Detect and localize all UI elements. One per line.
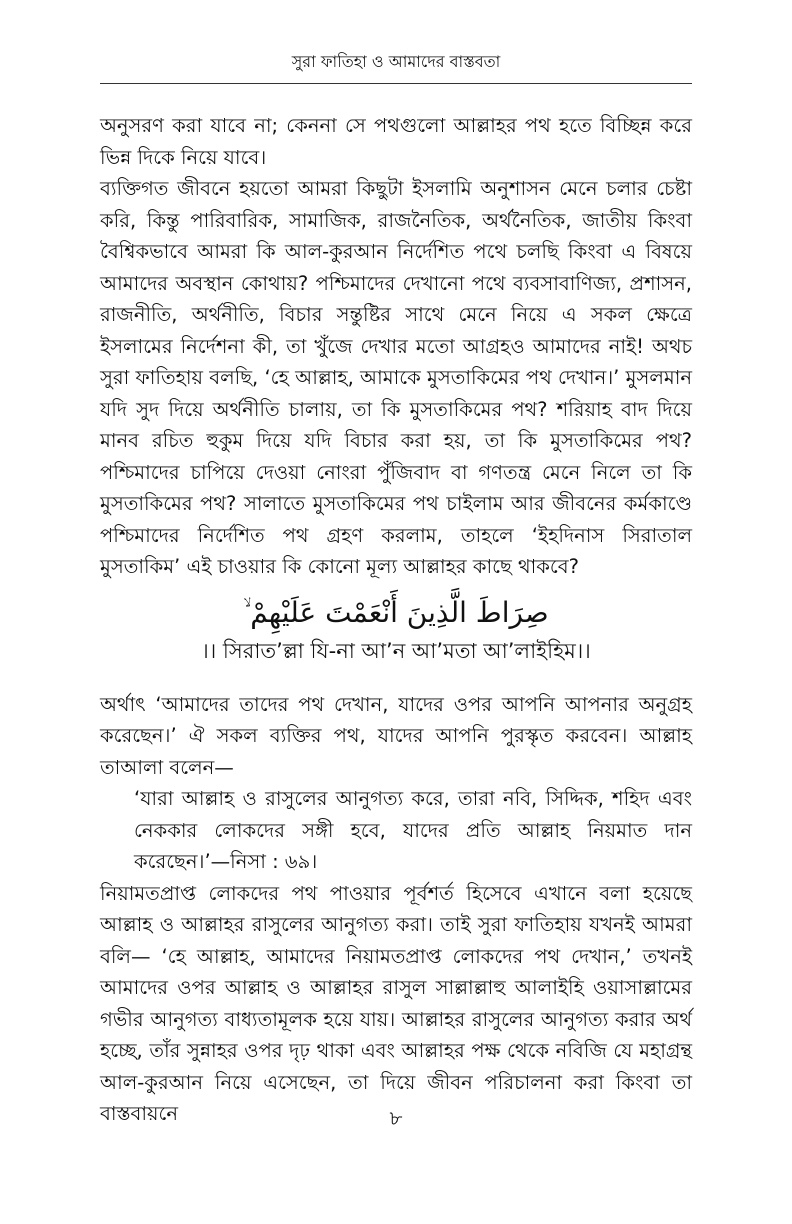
verse-transliteration: ।। সিরাত’ল্লা যি-না আ’ন আ’মতা আ’লাইহিম।। (201, 638, 591, 663)
running-header: সুরা ফাতিহা ও আমাদের বাস্তবতা (291, 52, 501, 71)
block-quote: ‘যারা আল্লাহ ও রাসুলের আনুগত্য করে, তারা নবি, সিদ্দিক, শহিদ এবং নেককার লোকদের সঙ্গী হবে, যাদের প্রতি আল্লাহ নিয়মাত দান করেছেন।’—নিসা : ৬৯। (134, 787, 692, 873)
page-body (100, 110, 692, 1130)
paragraph-4: নিয়ামতপ্রাপ্ত লোকদের পথ পাওয়ার পূর্বশর্ত হিসেবে এখানে বলা হয়েছে আল্লাহ ও আল্লাহর রাসুলের আনুগত্য করা। তাই সুরা ফাতিহায় যখনই আমরা বলি— ‘হে আল্লাহ, আমাদের নিয়ামতপ্রাপ্ত লোকদের পথ দেখান,’ তখনই আমাদের ওপর আল্লাহ ও আল্লাহর রাসুল সাল্লাল্লাহু আলাইহি ওয়াসাল্লামের গভীর আনুগত্য বাধ্যতামূলক হয়ে যায়। আল্লাহর রাসুলের আনুগত্য করার অর্থ হচ্ছে, তাঁর সুন্নাহর ওপর দৃঢ় থাকা এবং আল্লাহর পক্ষ থেকে নবিজি যে মহাগ্রন্থ আল-কুরআন নিয়ে এসেছেন, তা দিয়ে জীবন পরিচালনা করা কিংবা তা বাস্তবায়নে (100, 881, 692, 1125)
paragraph-1: অনুসরণ করা যাবে না; কেননা সে পথগুলো আল্লাহর পথ হতে বিচ্ছিন্ন করে ভিন্ন দিকে নিয়ে যাবে। (100, 114, 692, 169)
paragraph-3: অর্থাৎ ‘আমাদের তাদের পথ দেখান, যাদের ওপর আপনি আপনার অনুগ্রহ করেছেন।’ ঐ সকল ব্যক্তির পথ, যাদের আপনি পুরস্কৃত করবেন। আল্লাহ তাআলা বলেন— (100, 692, 692, 779)
page-number: ৮ (389, 1106, 403, 1130)
paragraph-2: ব্যক্তিগত জীবনে হয়তো আমরা কিছুটা ইসলামি অনুশাসন মেনে চলার চেষ্টা করি, কিন্তু পারিবারিক, সামাজিক, রাজনৈতিক, অর্থনৈতিক, জাতীয় কিংবা বৈশ্বিকভাবে আমরা কি আল-কুরআন নির্দেশিত পথে চলছি কিংবা এ বিষয়ে আমাদের অবস্থান কোথায়? পশ্চিমাদের দেখানো পথে ব্যবসাবাণিজ্য, প্রশাসন, রাজনীতি, অর্থনীতি, বিচার সন্তুষ্টির সাথে মেনে নিয়ে এ সকল ক্ষেত্রে ইসলামের নির্দেশনা কী, তা খুঁজে দেখার মতো আগ্রহও আমাদের নাই! অথচ সুরা ফাতিহায় বলছি, ‘হে আল্লাহ, আমাকে মুসতাকিমের পথ দেখান।’ মুসলমান যদি সুদ দিয়ে অর্থনীতি চালায়, তা কি মুসতাকিমের পথ? শরিয়াহ বাদ দিয়ে মানব রচিত হুকুম দিয়ে যদি বিচার করা হয়, তা কি মুসতাকিমের পথ? পশ্চিমাদের চাপিয়ে দেওয়া নোংরা পুঁজিবাদ বা গণতন্ত্র মেনে নিলে তা কি মুসতাকিমের পথ? সালাতে মুসতাকিমের পথ চাইলাম আর জীবনের কর্মকাণ্ডে পশ্চিমাদের নির্দেশিত পথ গ্রহণ করলাম, তাহলে ‘ইহদিনাস সিরাতাল মুসতাকিম’ এই চাওয়ার কি কোনো মূল্য আল্লাহর কাছে থাকবে? (100, 177, 692, 578)
arabic-verse: صِرَاطَ الَّذِينَ أَنْعَمْتَ عَلَيْهِمْ ۙ (243, 595, 549, 629)
header-rule (100, 83, 692, 84)
